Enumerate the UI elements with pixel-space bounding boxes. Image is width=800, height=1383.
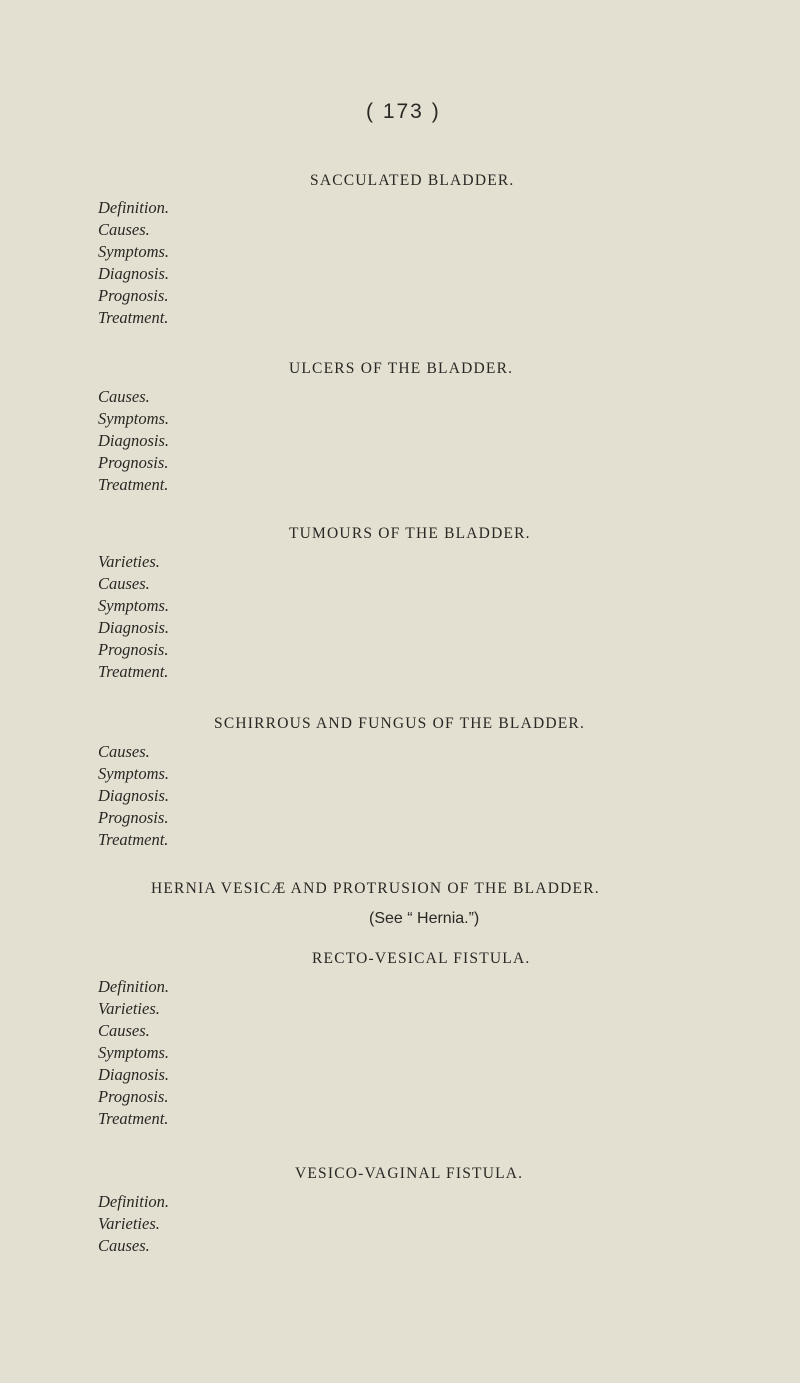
topic-item: Symptoms. — [98, 409, 170, 428]
topic-item: Causes. — [98, 742, 150, 761]
topic-item: Diagnosis. — [98, 786, 170, 805]
topic-item: Treatment. — [98, 830, 169, 849]
topic-item: Symptoms. — [98, 242, 170, 261]
topic-item: Definition. — [98, 977, 170, 996]
heading-ulcers-of-the-bladder: ULCERS OF THE BLADDER. — [289, 360, 514, 377]
topic-item: Prognosis. — [98, 1087, 169, 1106]
topic-item: Treatment. — [98, 1109, 169, 1128]
topic-list-schirrous — [98, 741, 169, 851]
topic-list-sacculated-bladder — [98, 197, 169, 329]
topic-item: Definition. — [98, 1192, 170, 1211]
topic-item: Causes. — [98, 387, 150, 406]
heading-schirrous-and-fungus: SCHIRROUS AND FUNGUS OF THE BLADDER. — [214, 715, 586, 732]
topic-item: Diagnosis. — [98, 264, 170, 283]
topic-item: Causes. — [98, 1021, 150, 1040]
topic-item: Treatment. — [98, 475, 169, 494]
cross-reference-note: (See “ Hernia.”) — [369, 910, 480, 927]
topic-list-vesico-vaginal — [98, 1191, 169, 1257]
topic-item: Prognosis. — [98, 453, 169, 472]
topic-item: Varieties. — [98, 999, 160, 1018]
topic-list-recto-vesical — [98, 976, 169, 1130]
topic-list-tumours — [98, 551, 169, 683]
page-number: ( 173 ) — [366, 100, 441, 123]
topic-item: Diagnosis. — [98, 618, 170, 637]
topic-item: Causes. — [98, 574, 150, 593]
topic-item: Symptoms. — [98, 764, 170, 783]
topic-item: Prognosis. — [98, 286, 169, 305]
topic-item: Causes. — [98, 220, 150, 239]
topic-item: Symptoms. — [98, 1043, 170, 1062]
topic-item: Prognosis. — [98, 640, 169, 659]
topic-item: Treatment. — [98, 662, 169, 681]
topic-item: Causes. — [98, 1236, 150, 1255]
topic-item: Varieties. — [98, 552, 160, 571]
topic-item: Treatment. — [98, 308, 169, 327]
heading-vesico-vaginal-fistula: VESICO-VAGINAL FISTULA. — [295, 1165, 524, 1182]
heading-tumours-of-the-bladder: TUMOURS OF THE BLADDER. — [289, 525, 531, 542]
topic-item: Diagnosis. — [98, 431, 170, 450]
topic-item: Prognosis. — [98, 808, 169, 827]
topic-list-ulcers — [98, 386, 169, 496]
topic-item: Symptoms. — [98, 596, 170, 615]
topic-item: Diagnosis. — [98, 1065, 170, 1084]
heading-hernia-vesicae: HERNIA VESICÆ AND PROTRUSION OF THE BLADDER. — [151, 880, 600, 897]
topic-item: Varieties. — [98, 1214, 160, 1233]
heading-sacculated-bladder: SACCULATED BLADDER. — [310, 172, 515, 189]
heading-recto-vesical-fistula: RECTO-VESICAL FISTULA. — [312, 950, 531, 967]
topic-item: Definition. — [98, 198, 170, 217]
